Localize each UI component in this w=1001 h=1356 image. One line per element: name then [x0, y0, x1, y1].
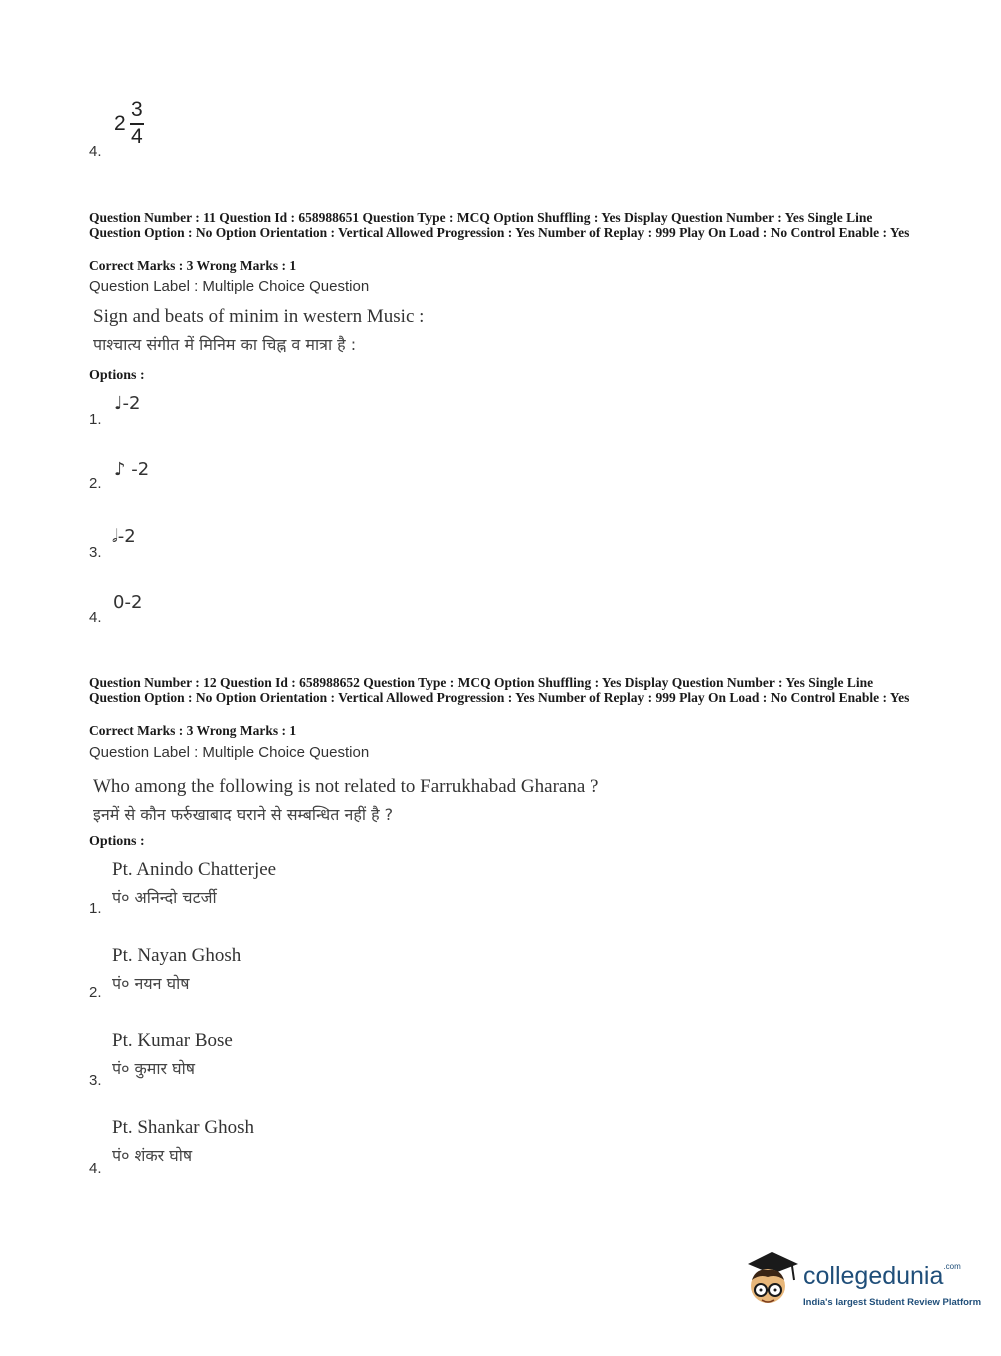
option-number: 1. — [89, 900, 102, 917]
option-text[interactable]: ♩-2 — [114, 393, 141, 414]
question-meta: Question Number : 12 Question Id : 658988652 Question Type : MCQ Option Shuffling : Yes Display Question Number : Yes Single Line Question Option : No Option Orientation : Vertical Allowed Progression : Yes Number of Replay : 999 Play On Load : No Control Enable : Yes — [89, 675, 910, 705]
logo-tagline: India's largest Student Review Platform — [803, 1297, 982, 1308]
option-number: 1. — [89, 411, 102, 428]
option-number: 4. — [89, 1160, 102, 1177]
option-number: 2. — [89, 984, 102, 1001]
option-text-hindi: पं० अनिन्दो चटर्जी — [112, 888, 217, 907]
option-text[interactable]: ♪ -2 — [114, 459, 150, 480]
question-meta: Question Number : 11 Question Id : 658988651 Question Type : MCQ Option Shuffling : Yes Display Question Number : Yes Single Line Question Option : No Option Orientation : Vertical Allowed Progression : Yes Number of Replay : 999 Play On Load : No Control Enable : Yes — [89, 210, 910, 240]
option-text-english[interactable]: Pt. Anindo Chatterjee — [112, 859, 277, 880]
option-number: 4. — [89, 143, 102, 160]
option-number: 3. — [89, 1072, 102, 1089]
question-label: Question Label : Multiple Choice Question — [89, 278, 370, 295]
option-text-english[interactable]: Pt. Shankar Ghosh — [112, 1117, 254, 1138]
option-text[interactable]: 0-2 — [113, 592, 143, 613]
option-number: 3. — [89, 544, 102, 561]
fraction-denominator: 4 — [131, 125, 143, 148]
option-text-english[interactable]: Pt. Kumar Bose — [112, 1030, 233, 1051]
option-number: 2. — [89, 475, 102, 492]
question-text-english: Who among the following is not related to Farrukhabad Gharana ? — [93, 776, 599, 797]
question-text-hindi: इनमें से कौन फर्रुखाबाद घराने से सम्बन्धित नहीं है ? — [93, 805, 394, 824]
question-marks: Correct Marks : 3 Wrong Marks : 1 — [89, 723, 297, 738]
fraction-whole: 2 — [114, 112, 126, 135]
option-text-hindi: पं० कुमार घोष — [112, 1059, 195, 1078]
question-marks: Correct Marks : 3 Wrong Marks : 1 — [89, 258, 297, 273]
logo-suffix: .com — [943, 1262, 961, 1271]
logo-name: collegedunia — [803, 1262, 944, 1290]
logo-wordmark — [803, 1262, 961, 1291]
question-text-english: Sign and beats of minim in western Music : — [93, 306, 425, 327]
mascot-icon — [742, 1250, 800, 1310]
options-heading: Options : — [89, 834, 145, 849]
fraction-numerator: 3 — [131, 98, 143, 121]
option-text-hindi: पं० शंकर घोष — [112, 1146, 193, 1165]
options-heading: Options : — [89, 368, 145, 383]
option-text[interactable]: 𝅗𝅥-2 — [112, 526, 136, 547]
option-text-english[interactable]: Pt. Nayan Ghosh — [112, 945, 242, 966]
option-number: 4. — [89, 609, 102, 626]
question-label: Question Label : Multiple Choice Question — [89, 744, 370, 761]
option-text-hindi: पं० नयन घोष — [112, 974, 190, 993]
question-text-hindi: पाश्चात्य संगीत में मिनिम का चिह्न व मात्रा है : — [93, 335, 357, 354]
